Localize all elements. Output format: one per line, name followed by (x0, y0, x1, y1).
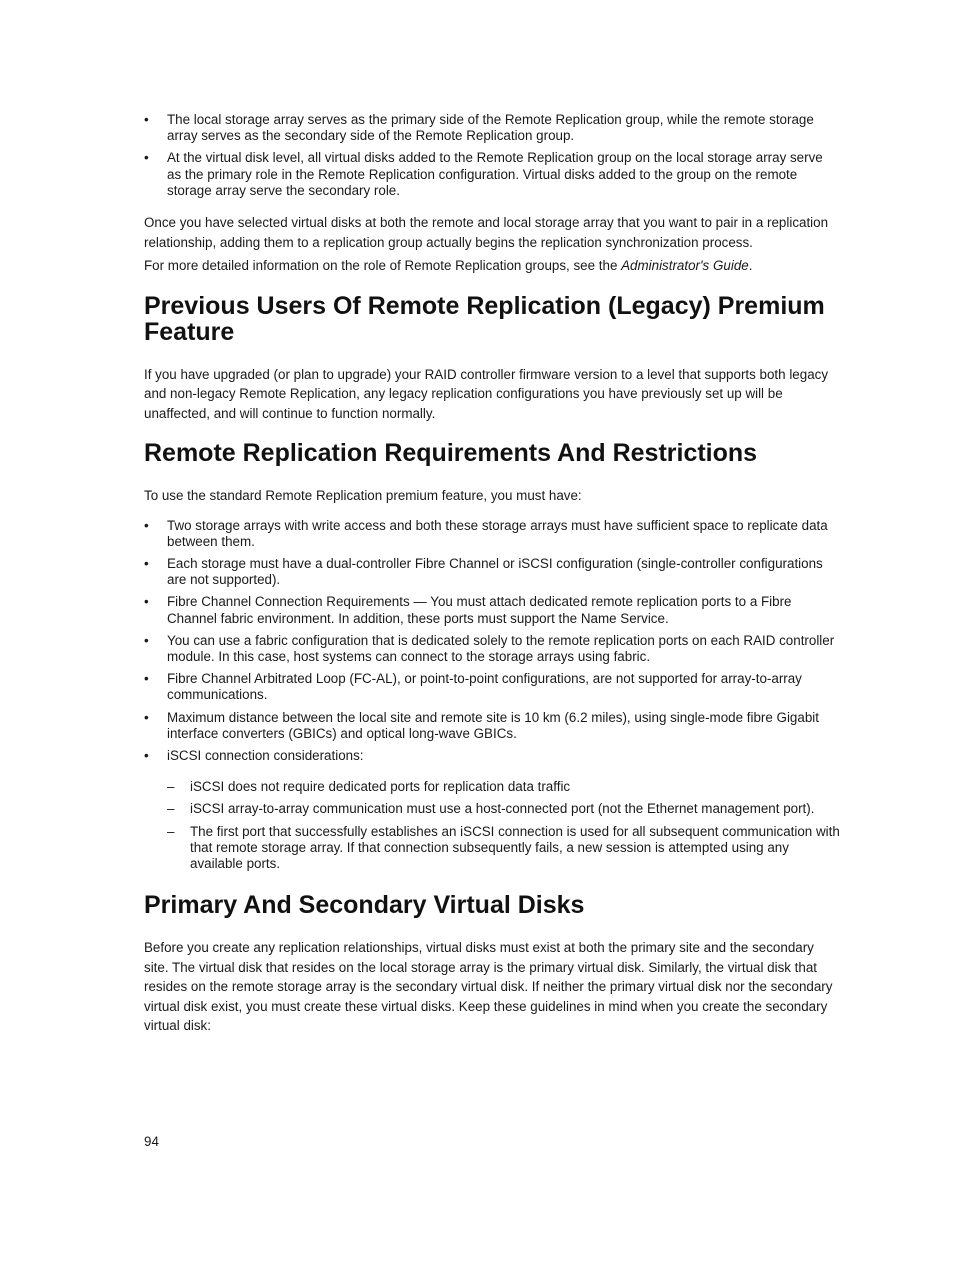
paragraph-pair: Once you have selected virtual disks at both the remote and local storage array that you want to pair in a replication relationship, adding them to a replication group actually begins the replication synchronization process. (144, 215, 829, 250)
heading-legacy: Previous Users Of Remote Replication (Legacy) Premium Feature (144, 291, 825, 346)
heading-virtual-disks: Primary And Secondary Virtual Disks (144, 891, 585, 920)
sub-list-item: – iSCSI does not require dedicated ports for replication data traffic (167, 779, 571, 795)
page-content (144, 112, 840, 1036)
paragraph-requirements-intro: To use the standard Remote Replication premium feature, you must have: (144, 488, 582, 504)
list-item: • iSCSI connection considerations: (144, 747, 364, 763)
paragraph-more-info: For more detailed information on the role of Remote Replication groups, see the Administrator's Guide. (144, 258, 753, 274)
list-item: • Maximum distance between the local site and remote site is 10 km (6.2 miles), using single-mode fibre Gigabit interface converters (GBICs) and optical long-wave GBICs. (144, 709, 819, 741)
list-item: • Fibre Channel Arbitrated Loop (FC-AL), or point-to-point configurations, are not supported for array-to-array communications. (144, 671, 802, 703)
list-item: • Fibre Channel Connection Requirements — You must attach dedicated remote replication ports to a Fibre Channel fabric environment. In addition, these ports must support the Name Service. (144, 594, 792, 626)
paragraph-legacy: If you have upgraded (or plan to upgrade) your RAID controller firmware version to a level that supports both legacy and non-legacy Remote Replication, any legacy replication configurations you have previously set up will be unaffected, and will continue to function normally. (144, 366, 829, 421)
sub-list-item: – The first port that successfully establishes an iSCSI connection is used for all subsequent communication with that remote storage array. If that connection subsequently fails, a new session is attempted using any available ports. (167, 823, 840, 871)
iscsi-sub-list (144, 779, 840, 872)
list-item: • At the virtual disk level, all virtual disks added to the Remote Replication group on the local storage array serve as the primary role in the Remote Replication configuration. Virtual disks added to the group on the remote storage array serve the secondary role. (144, 150, 823, 198)
list-item: • You can use a fabric configuration that is dedicated solely to the remote replication ports on each RAID controller module. In this case, host systems can connect to the storage arrays using fabric. (144, 632, 835, 664)
sub-list-item: – iSCSI array-to-array communication must use a host-connected port (not the Ethernet management port). (167, 801, 815, 817)
intro-bullet-list (144, 112, 840, 199)
paragraph-virtual-disks: Before you create any replication relationships, virtual disks must exist at both the primary site and the secondary site. The virtual disk that resides on the local storage array is the primary virtual disk. Similarly, the virtual disk that resides on the remote storage array is the secondary virtual disk. If neither the primary virtual disk nor the secondary virtual disk exist, you must create these virtual disks. Keep these guidelines in mind when you create the secondary virtual disk: (144, 940, 833, 1034)
list-item: • Each storage must have a dual-controller Fibre Channel or iSCSI configuration (single-controller configurations are not supported). (144, 555, 823, 588)
requirements-bullet-list (144, 518, 840, 765)
page-number: 94 (144, 1134, 159, 1149)
heading-requirements: Remote Replication Requirements And Restrictions (144, 439, 758, 468)
list-item: • Two storage arrays with write access and both these storage arrays must have sufficient space to replicate data between them. (144, 517, 828, 549)
list-item: • The local storage array serves as the primary side of the Remote Replication group, while the remote storage array serves as the secondary side of the Remote Replication group. (144, 112, 814, 144)
guide-title: Administrator's Guide (621, 258, 749, 274)
